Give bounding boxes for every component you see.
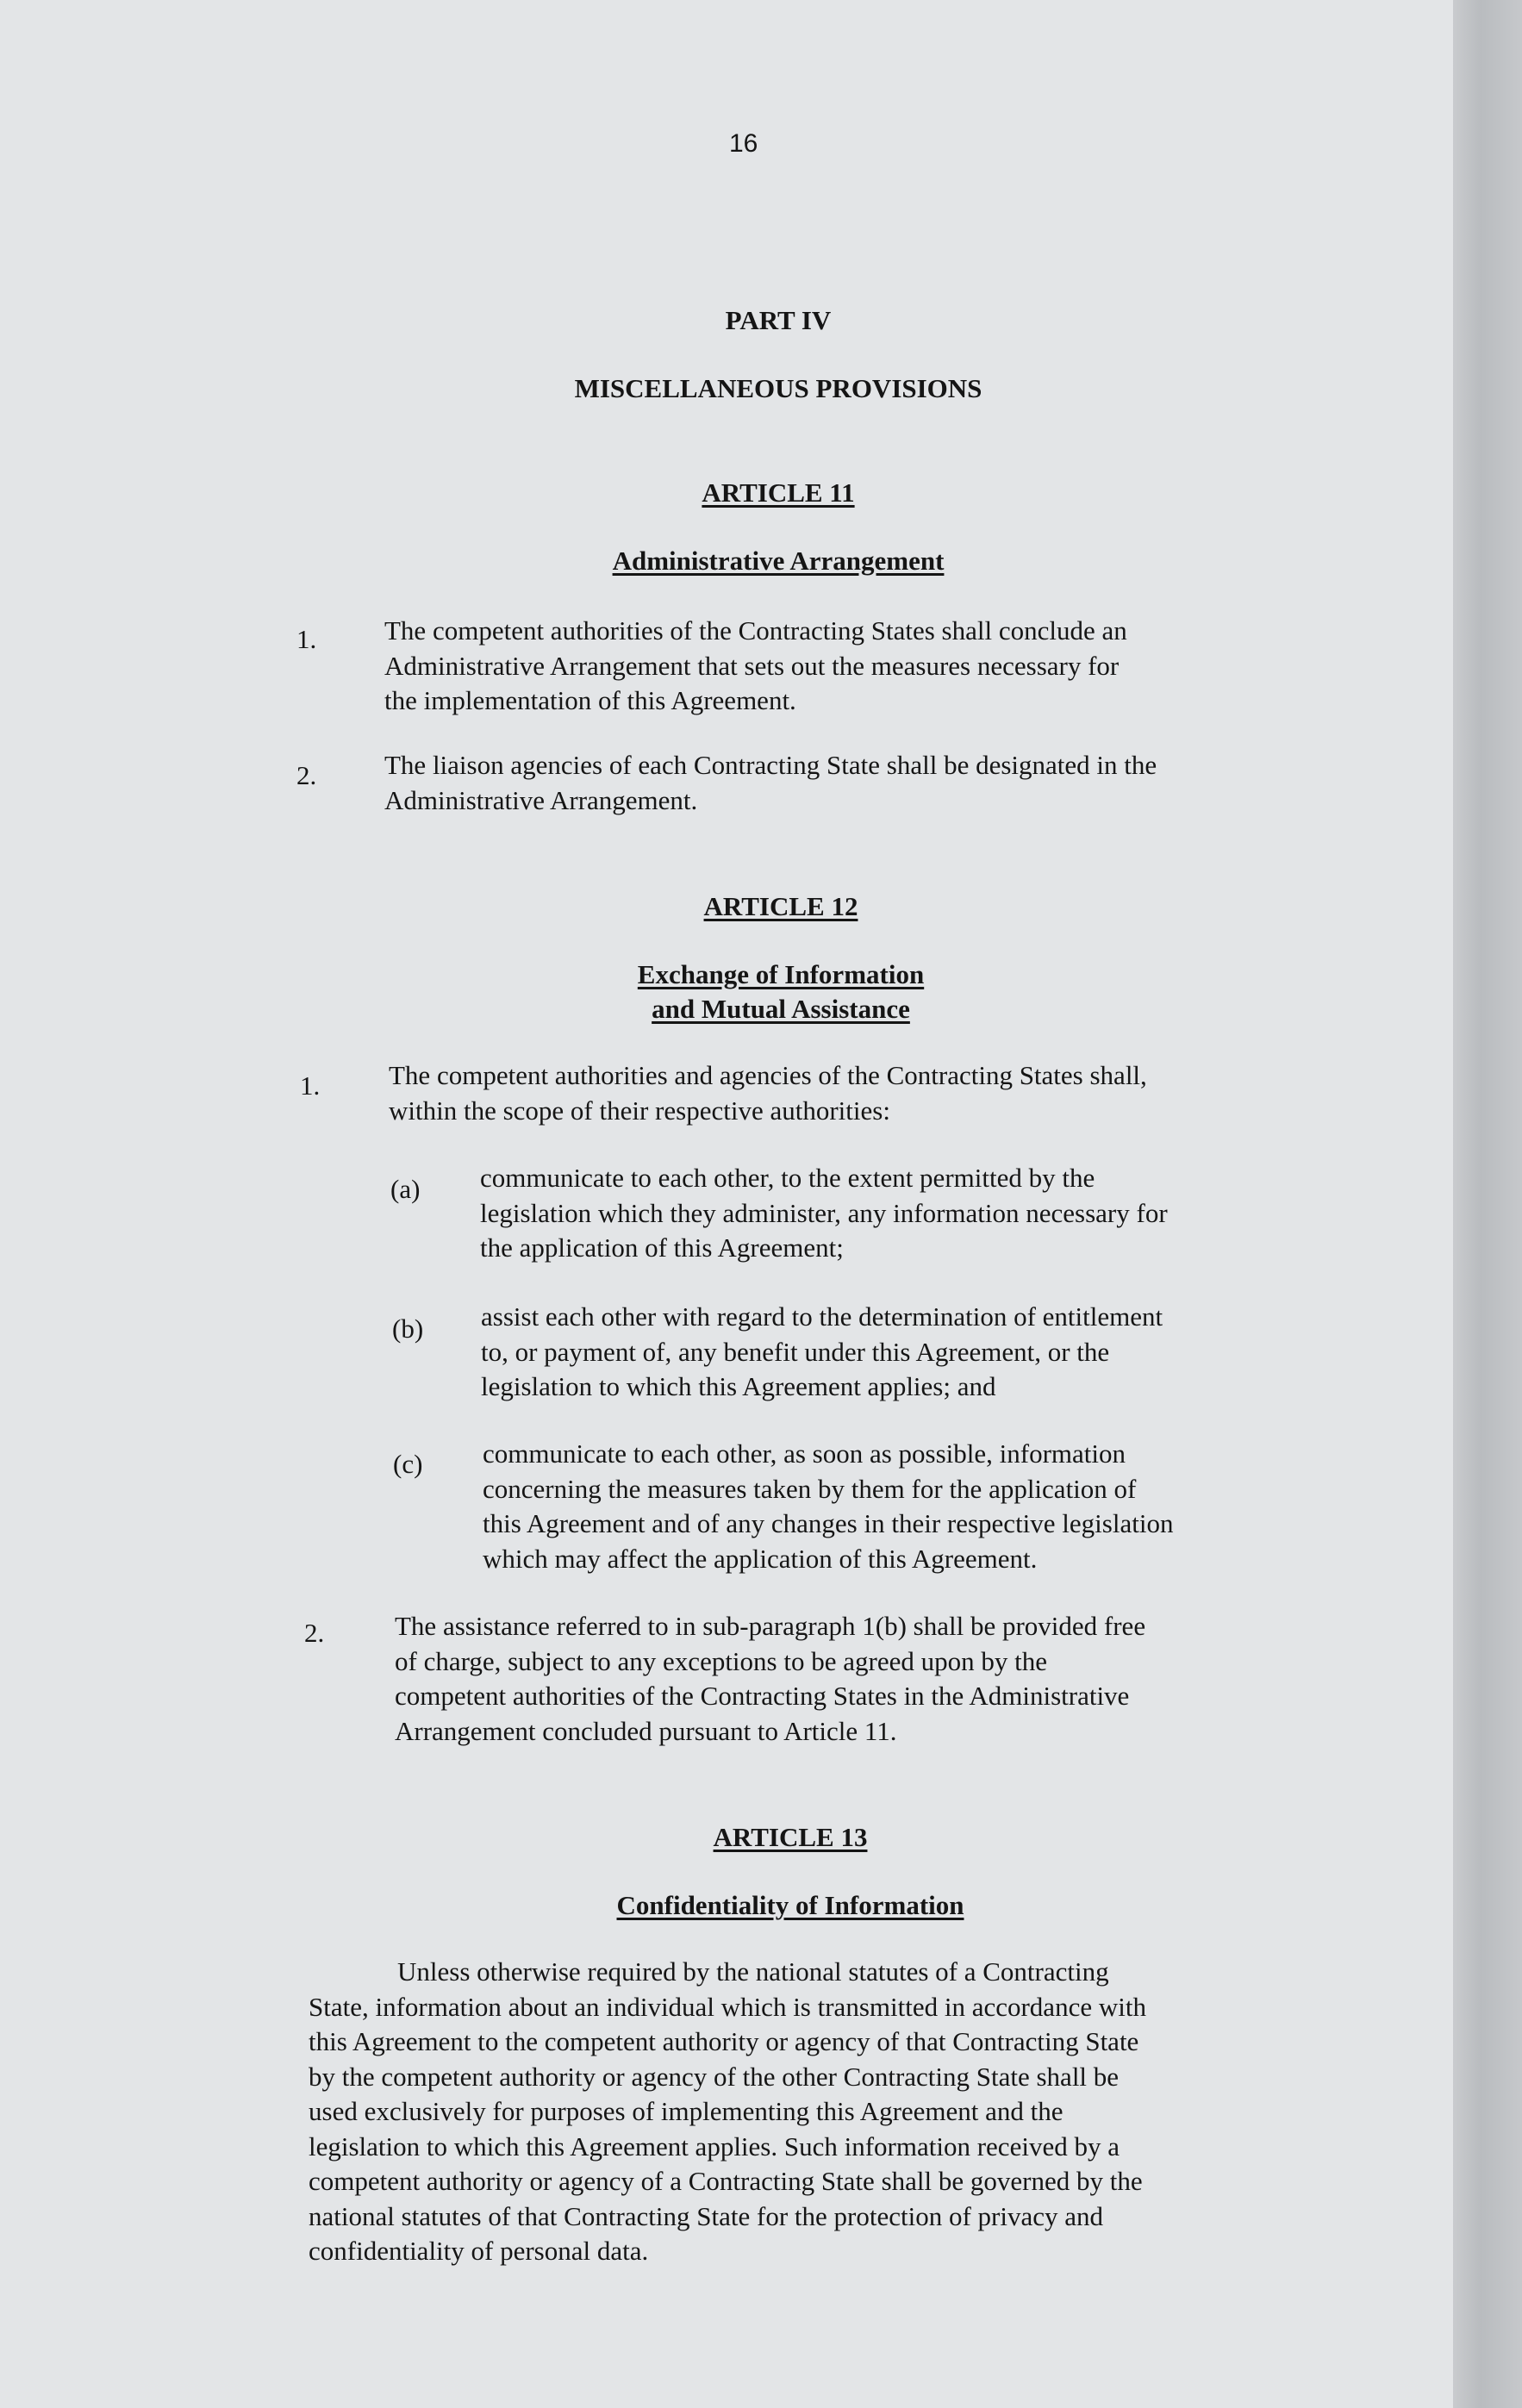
article-12-item-b: [481, 1300, 1163, 1405]
text-line: competent authority or agency of a Contracting State shall be governed by the: [309, 2166, 1143, 2196]
text-line: this Agreement and of any changes in their respective legislation: [483, 1508, 1174, 1538]
article-12-item-a: [480, 1161, 1168, 1266]
article-11-para-1: [384, 614, 1127, 719]
text-line: communicate to each other, as soon as possible, information: [483, 1438, 1126, 1469]
part-title: MISCELLANEOUS PROVISIONS: [574, 373, 982, 403]
article-12-title-line-1: Exchange of Information: [637, 959, 925, 989]
text-line: competent authorities of the Contracting States in the Administrative: [395, 1681, 1130, 1711]
article-13-heading: ARTICLE 13: [713, 1822, 868, 1852]
text-line: communicate to each other, to the extent permitted by the: [480, 1163, 1095, 1193]
article-12-item-b-label: (b): [392, 1313, 424, 1344]
text-line: The liaison agencies of each Contracting State shall be designated in the: [384, 750, 1157, 780]
article-12-para-2-number: 2.: [304, 1618, 325, 1648]
text-line: national statutes of that Contracting State for the protection of privacy and: [309, 2200, 1103, 2231]
text-line: the implementation of this Agreement.: [384, 685, 796, 715]
text-line: legislation to which this Agreement applies; and: [481, 1371, 996, 1401]
part-heading: PART IV: [725, 305, 832, 335]
article-12-item-c-label: (c): [393, 1449, 423, 1479]
text-line: Administrative Arrangement that sets out the measures necessary for: [384, 650, 1120, 681]
article-12-para-2: [395, 1609, 1145, 1749]
text-line: used exclusively for purposes of implementing this Agreement and the: [309, 2096, 1064, 2126]
text-line: to, or payment of, any benefit under this Agreement, or the: [481, 1336, 1110, 1367]
text-line: within the scope of their respective authorities:: [389, 1095, 890, 1126]
text-line: The competent authorities and agencies of the Contracting States shall,: [389, 1060, 1147, 1090]
text-line: assist each other with regard to the determination of entitlement: [481, 1301, 1163, 1332]
text-line: legislation to which this Agreement applies. Such information received by a: [309, 2130, 1120, 2162]
article-12-item-c: [483, 1437, 1173, 1576]
article-12-heading: ARTICLE 12: [703, 891, 858, 921]
text-line: Arrangement concluded pursuant to Article 11.: [395, 1715, 897, 1746]
text-line: the application of this Agreement;: [480, 1232, 844, 1263]
article-12-para-1: [389, 1058, 1147, 1128]
text-line: by the competent authority or agency of the other Contracting State shall be: [309, 2061, 1120, 2092]
text-line: this Agreement to the competent authority or agency of that Contracting State: [309, 2026, 1139, 2056]
article-12-title-line-2: and Mutual Assistance: [652, 994, 910, 1024]
article-13-body: [309, 1955, 1146, 2269]
text-line: of charge, subject to any exceptions to be agreed upon by the: [395, 1645, 1047, 1676]
page-edge: [1453, 0, 1522, 2408]
article-11-para-2: [384, 748, 1157, 818]
article-11-para-2-number: 2.: [296, 760, 317, 790]
article-12-item-a-label: (a): [390, 1174, 421, 1204]
article-12-para-1-number: 1.: [300, 1070, 321, 1101]
text-line: which may affect the application of this Agreement.: [483, 1543, 1038, 1574]
text-line: Administrative Arrangement.: [384, 784, 698, 815]
text-line: concerning the measures taken by them for the application of: [483, 1473, 1137, 1504]
article-11-title: Administrative Arrangement: [612, 546, 945, 576]
text-line: State, information about an individual which is transmitted in accordance with: [309, 1991, 1146, 2022]
text-line: Unless otherwise required by the national statutes of a Contracting: [397, 1956, 1109, 1987]
article-13-title: Confidentiality of Information: [616, 1890, 964, 1920]
text-line: legislation which they administer, any information necessary for: [480, 1197, 1168, 1228]
text-line: The assistance referred to in sub-paragraph 1(b) shall be provided free: [395, 1611, 1146, 1641]
text-line: The competent authorities of the Contracting States shall conclude an: [384, 615, 1127, 646]
text-line: confidentiality of personal data.: [309, 2236, 649, 2266]
article-11-para-1-number: 1.: [296, 624, 317, 654]
page-number: 16: [729, 129, 758, 158]
article-11-heading: ARTICLE 11: [702, 477, 855, 508]
